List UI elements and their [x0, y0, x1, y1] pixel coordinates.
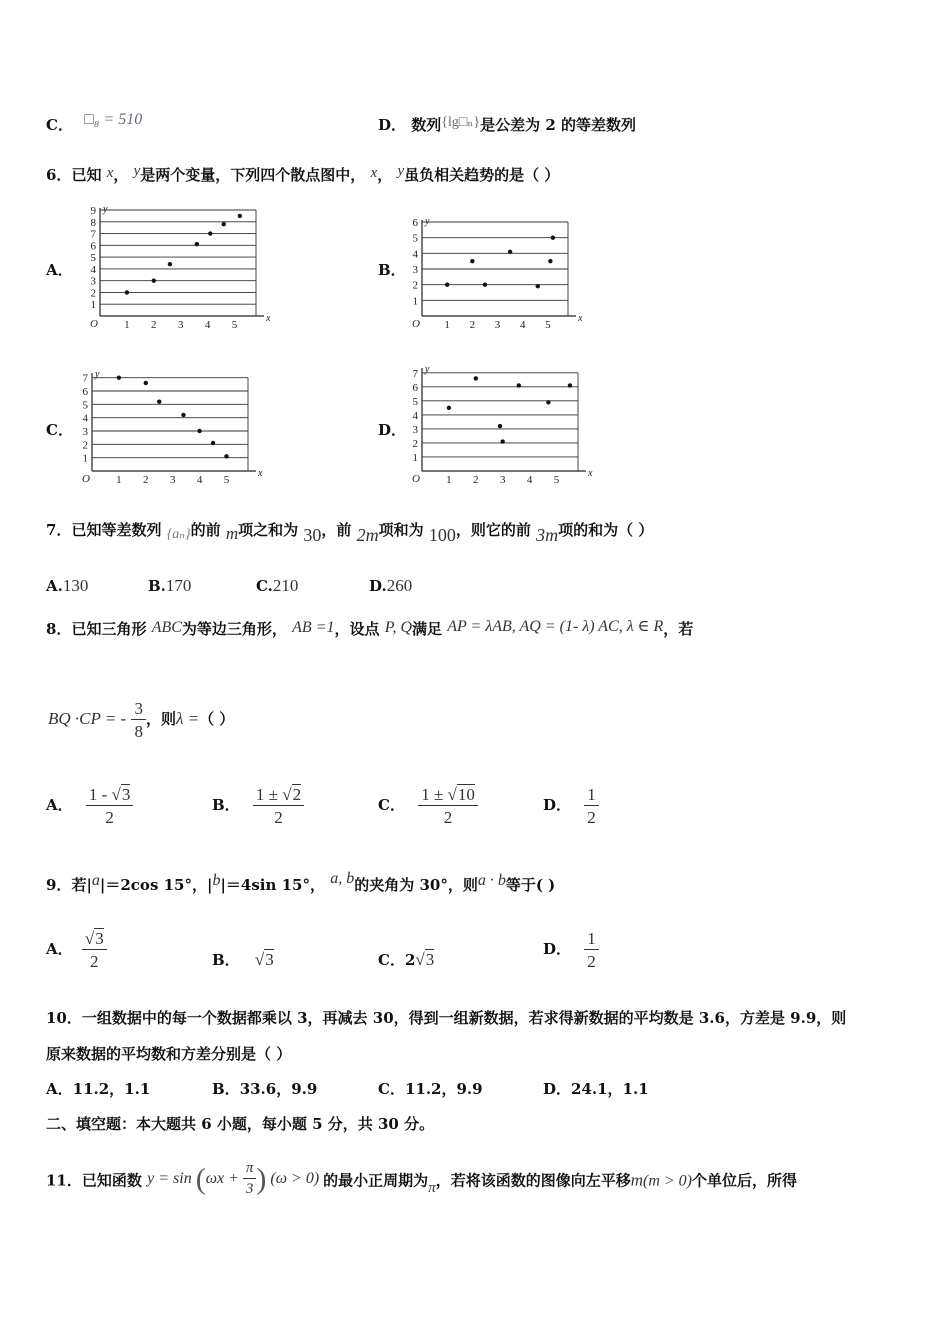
y-tick-label: 6	[90, 240, 96, 253]
numerator-prefix: 1 ±	[421, 785, 448, 804]
y-tick-label: 7	[412, 367, 418, 380]
data-point	[474, 376, 478, 380]
stem-text: |＝4sin 15°，	[220, 876, 325, 894]
data-point	[517, 383, 521, 387]
points-pq: P, Q	[384, 619, 413, 636]
y-tick-label: 2	[90, 287, 96, 300]
data-point	[546, 400, 550, 404]
x-tick-label: 4	[526, 474, 533, 485]
data-point	[197, 429, 201, 433]
scatter-chart-c	[70, 365, 270, 485]
q10-option-a[interactable]	[46, 1082, 150, 1097]
question-number: 6．	[46, 166, 72, 184]
data-point	[500, 439, 504, 443]
stem-text: ，	[113, 166, 129, 184]
x-tick-label: 4	[204, 319, 211, 330]
vector-condition: AP = λAB, AQ = (1- λ) AC, λ ∈ R	[447, 618, 664, 635]
function-argument: ωx +	[205, 1169, 239, 1187]
stem-text: 虽负相关趋势的是（ ）	[404, 166, 560, 184]
x-tick-label: 3	[499, 474, 506, 485]
data-point	[445, 282, 449, 286]
question-6-stem	[46, 163, 560, 184]
ab-length: AB =1	[292, 619, 335, 636]
x-tick-label: 1	[116, 474, 122, 485]
dot-product-equation: BQ ·CP = -	[48, 709, 127, 728]
stem-text: 的前	[190, 521, 221, 539]
data-point	[551, 235, 555, 239]
stem-text: 已知三角形	[71, 620, 147, 638]
fraction-numerator: 1	[584, 930, 599, 950]
q6-label-c[interactable]: C．	[46, 421, 73, 439]
x-tick-label: 2	[143, 474, 149, 485]
y-tick-label: 3	[82, 426, 88, 438]
y-axis-label: y	[95, 369, 100, 380]
option-fraction	[584, 930, 599, 970]
y-axis-label: y	[425, 364, 430, 375]
q7-option-b[interactable]	[148, 577, 191, 594]
section-2-heading: 二、填空题：本大题共 6 小题，每小题 5 分，共 30 分。	[46, 1115, 435, 1133]
option-fraction: $\frac{1 \pm √2}{2}$	[253, 786, 304, 826]
fraction-denominator: 2	[443, 808, 453, 827]
x-axis-label: x	[578, 313, 583, 324]
option-value: 130	[62, 576, 89, 595]
stem-text: ，则它的前	[455, 521, 531, 539]
origin-label: O	[412, 473, 420, 485]
stem-text: 已知等差数列	[71, 521, 162, 539]
stem-text: 满足	[412, 620, 443, 638]
data-point	[157, 399, 161, 403]
stem-text: 项和为	[378, 521, 424, 539]
y-tick-label: 5	[412, 232, 418, 245]
lambda-symbol: λ =	[175, 709, 200, 728]
fraction-denominator: 2	[587, 808, 596, 827]
question-9-stem	[46, 870, 556, 894]
y-tick-label: 3	[412, 264, 418, 276]
scatter-chart-a	[78, 200, 278, 330]
q8-option-c[interactable]	[378, 786, 478, 826]
y-tick-label: 4	[412, 248, 418, 261]
fraction-3-8	[131, 700, 146, 740]
option-text: 数列	[411, 116, 442, 134]
x-tick-label: 1	[446, 474, 452, 485]
vector-a: a	[91, 872, 100, 889]
y-axis-label: y	[425, 216, 430, 227]
y-tick-label: 6	[412, 381, 418, 394]
x-tick-label: 1	[444, 319, 450, 330]
data-point	[195, 242, 199, 246]
var-x: x	[106, 165, 114, 181]
option-label: D．	[378, 116, 407, 134]
option-label: B.	[148, 577, 166, 595]
x-tick-label: 3	[169, 474, 176, 485]
stem-text: 等于( )	[505, 876, 556, 894]
radicand: 3	[425, 950, 435, 969]
option-value: 11.2，9.9	[404, 1080, 483, 1098]
fraction-denominator: 2	[587, 952, 596, 971]
option-label: A.	[46, 577, 63, 595]
data-point	[508, 250, 512, 254]
numerator-prefix: 1 -	[88, 785, 112, 804]
var-3m: 3m	[536, 525, 559, 545]
y-tick-label: 1	[90, 299, 96, 312]
y-tick-label: 4	[412, 409, 418, 422]
q8-option-a[interactable]	[46, 786, 133, 826]
question-11-stem	[46, 1160, 798, 1200]
option-value: 33.6，9.9	[239, 1080, 318, 1098]
y-tick-label: 4	[82, 412, 88, 425]
option-expression: {lg□ₙ}	[441, 115, 481, 130]
x-tick-label: 2	[473, 474, 479, 485]
question-number: 9．	[46, 876, 72, 894]
y-tick-label: 9	[90, 205, 96, 217]
stem-text: 是两个变量，下列四个散点图中，	[140, 166, 366, 184]
option-text: 是公差为 2 的等差数列	[480, 116, 636, 134]
value-100: 100	[428, 525, 456, 545]
triangle-abc: ABC	[151, 619, 182, 636]
option-value: 210	[272, 576, 299, 595]
y-tick-label: 1	[412, 295, 418, 308]
fraction-denominator: 3	[245, 1181, 254, 1197]
stem-text: |＝2cos 15°，|	[99, 876, 213, 894]
question-8-equation	[48, 700, 234, 740]
x-axis-label: x	[588, 468, 593, 479]
numerator-prefix: 1 ±	[255, 785, 283, 804]
radicand: 3	[121, 785, 131, 804]
stem-text: 个单位后，所得	[692, 1171, 798, 1190]
fraction-denominator: 8	[134, 722, 143, 741]
data-point	[144, 381, 148, 385]
question-number: 7．	[46, 521, 72, 539]
q10-option-b[interactable]	[212, 1082, 317, 1097]
stem-text: 的夹角为 30°，则	[354, 876, 478, 894]
y-tick-label: 6	[412, 217, 418, 229]
data-point	[224, 454, 228, 458]
fraction-numerator: π	[243, 1161, 257, 1179]
option-label: C．	[378, 951, 405, 969]
var-y: y	[397, 163, 405, 179]
option-value: 24.1，1.1	[571, 1080, 649, 1098]
x-tick-label: 4	[196, 474, 203, 485]
var-x: x	[370, 165, 378, 181]
y-tick-label: 7	[90, 228, 96, 241]
stem-text: ，若	[663, 620, 694, 638]
omega-condition: (ω > 0)	[270, 1169, 320, 1187]
q7-option-a[interactable]	[46, 577, 88, 594]
x-tick-label: 1	[124, 319, 130, 330]
option-label: C．	[46, 116, 73, 134]
stem-text: 为等边三角形，	[181, 620, 287, 638]
var-m: m	[225, 524, 239, 543]
function-name: y = sin	[147, 1169, 192, 1187]
shift-condition: (m > 0)	[643, 1172, 693, 1190]
option-label: D．	[543, 1080, 572, 1098]
vector-b: b	[212, 872, 221, 889]
y-tick-label: 4	[90, 263, 96, 276]
y-tick-label: 1	[412, 451, 418, 464]
scatter-chart-d	[400, 360, 600, 485]
option-value: 260	[386, 576, 413, 595]
option-label: A．	[46, 1080, 73, 1098]
y-tick-label: 3	[90, 275, 96, 288]
option-fraction	[584, 786, 599, 826]
option-value: 170	[165, 576, 192, 595]
option-fraction: $\frac{1 - √3}{2}$	[86, 786, 134, 826]
stem-text: 已知函数	[81, 1171, 142, 1190]
q5-option-c[interactable]	[46, 111, 143, 134]
option-label: D．	[543, 796, 572, 814]
question-7-stem	[46, 520, 654, 545]
function-expression	[147, 1160, 323, 1197]
value-30: 30	[303, 525, 322, 545]
y-tick-label: 2	[82, 439, 88, 452]
stem-text: 项的和为（ ）	[558, 521, 654, 539]
q7-option-c[interactable]	[256, 577, 298, 594]
q9-option-a[interactable]	[46, 930, 107, 970]
stem-text: ，若将该函数的图像向左平移	[435, 1171, 631, 1190]
stem-text: 的最小正周期为	[323, 1171, 429, 1190]
y-tick-label: 5	[412, 395, 418, 408]
data-point	[208, 231, 212, 235]
period-pi: π	[428, 1179, 436, 1196]
x-tick-label: 3	[177, 319, 184, 330]
x-tick-label: 5	[231, 319, 238, 330]
option-label: A．	[46, 940, 73, 958]
x-tick-label: 5	[545, 319, 551, 330]
question-10-line-2: 原来数据的平均数和方差分别是（ ）	[46, 1045, 292, 1063]
data-point	[483, 282, 487, 286]
stem-text: 已知	[71, 166, 102, 184]
question-8-stem	[46, 618, 694, 638]
option-label: C．	[378, 796, 405, 814]
y-tick-label: 3	[412, 423, 418, 436]
x-tick-label: 2	[151, 319, 157, 330]
stem-text: 若|	[71, 876, 92, 894]
scatter-chart-b	[400, 212, 590, 330]
x-tick-label: 4	[519, 319, 526, 330]
question-number: 11．	[46, 1171, 82, 1190]
option-label: B．	[212, 951, 240, 969]
shift-m: m	[630, 1170, 643, 1190]
option-label: B．	[212, 1080, 240, 1098]
data-point	[222, 222, 226, 226]
fraction-denominator: 2	[105, 808, 114, 827]
coefficient: 2	[404, 951, 416, 969]
radicand: 3	[95, 929, 104, 948]
y-tick-label: 8	[90, 216, 96, 229]
vectors-a-b: a, b	[330, 870, 355, 887]
option-label: C.	[256, 577, 273, 595]
radicand: 10	[457, 785, 475, 804]
dot-product-ab: a · b	[477, 872, 506, 889]
option-label: A．	[46, 796, 73, 814]
data-point	[238, 214, 242, 218]
stem-text: ，设点	[334, 620, 380, 638]
x-tick-label: 5	[553, 474, 560, 485]
data-point	[470, 259, 474, 263]
data-point	[536, 284, 540, 288]
left-paren-icon: (	[195, 1162, 206, 1195]
q9-option-c[interactable]: C．2√3	[378, 950, 435, 969]
q6-label-b[interactable]: B．	[378, 261, 406, 279]
y-tick-label: 2	[412, 437, 418, 450]
option-value: 11.2，1.1	[72, 1080, 151, 1098]
stem-text: 项之和为	[238, 521, 299, 539]
y-tick-label: 2	[412, 279, 418, 292]
pi-over-3	[243, 1161, 257, 1197]
var-2m: 2m	[356, 525, 379, 545]
x-tick-label: 3	[494, 319, 501, 330]
origin-label: O	[90, 318, 98, 330]
sequence-symbol: {aₙ}	[166, 527, 191, 542]
data-point	[447, 406, 451, 410]
q9-option-b[interactable]: B． √3	[212, 950, 274, 969]
y-tick-label: 5	[90, 252, 96, 265]
q8-option-d[interactable]	[543, 786, 599, 826]
fraction-denominator: 2	[274, 808, 283, 827]
data-point	[117, 375, 121, 379]
y-tick-label: 7	[82, 372, 88, 385]
option-label: D．	[543, 940, 572, 958]
data-point	[152, 278, 156, 282]
option-label: B．	[212, 796, 240, 814]
radicand: 3	[265, 950, 274, 969]
option-expression: □₈ = 510	[84, 111, 143, 128]
y-tick-label: 1	[82, 452, 88, 465]
stem-text: ，	[377, 166, 393, 184]
q10-option-c[interactable]	[378, 1082, 483, 1097]
y-tick-label: 5	[82, 399, 88, 412]
stem-text: ，前	[321, 521, 352, 539]
x-tick-label: 2	[469, 319, 476, 330]
q6-label-d[interactable]: D．	[378, 421, 407, 439]
radicand: 2	[292, 785, 302, 804]
q6-label-a[interactable]: A．	[46, 261, 73, 279]
data-point	[181, 413, 185, 417]
y-tick-label: 6	[82, 386, 88, 398]
origin-label: O	[412, 318, 420, 330]
origin-label: O	[82, 473, 90, 485]
fraction-numerator: 1	[584, 786, 599, 806]
x-tick-label: 5	[223, 474, 230, 485]
x-axis-label: x	[266, 313, 271, 324]
fraction-denominator: 2	[90, 952, 99, 971]
data-point	[125, 290, 129, 294]
data-point	[168, 262, 172, 266]
fraction-numerator: 3	[131, 700, 146, 720]
q9-option-d[interactable]	[543, 930, 599, 970]
option-fraction: $\frac{1 \pm √10}{2}$	[418, 786, 478, 826]
question-10-line-1: 10．一组数据中的每一个数据都乘以 3，再减去 30，得到一组新数据，若求得新数据的平均数是 3.6，方差是 9.9，则	[46, 1009, 847, 1027]
question-number: 8．	[46, 620, 72, 638]
stem-text: ，则	[145, 710, 176, 728]
option-label: D.	[369, 577, 387, 595]
q10-option-d[interactable]	[543, 1082, 649, 1097]
var-y: y	[133, 163, 141, 179]
q7-option-d[interactable]	[369, 577, 412, 594]
q8-option-b[interactable]	[212, 786, 304, 826]
data-point	[548, 259, 552, 263]
data-point	[498, 424, 502, 428]
x-axis-label: x	[258, 468, 263, 479]
data-point	[568, 383, 572, 387]
data-point	[211, 441, 215, 445]
q5-option-d[interactable]	[378, 115, 636, 134]
option-fraction: $\frac{√3}{2}$	[82, 930, 107, 970]
right-paren-icon: )	[256, 1162, 267, 1195]
stem-text: （ ）	[199, 710, 235, 728]
option-label: C．	[378, 1080, 405, 1098]
y-axis-label: y	[103, 204, 108, 215]
